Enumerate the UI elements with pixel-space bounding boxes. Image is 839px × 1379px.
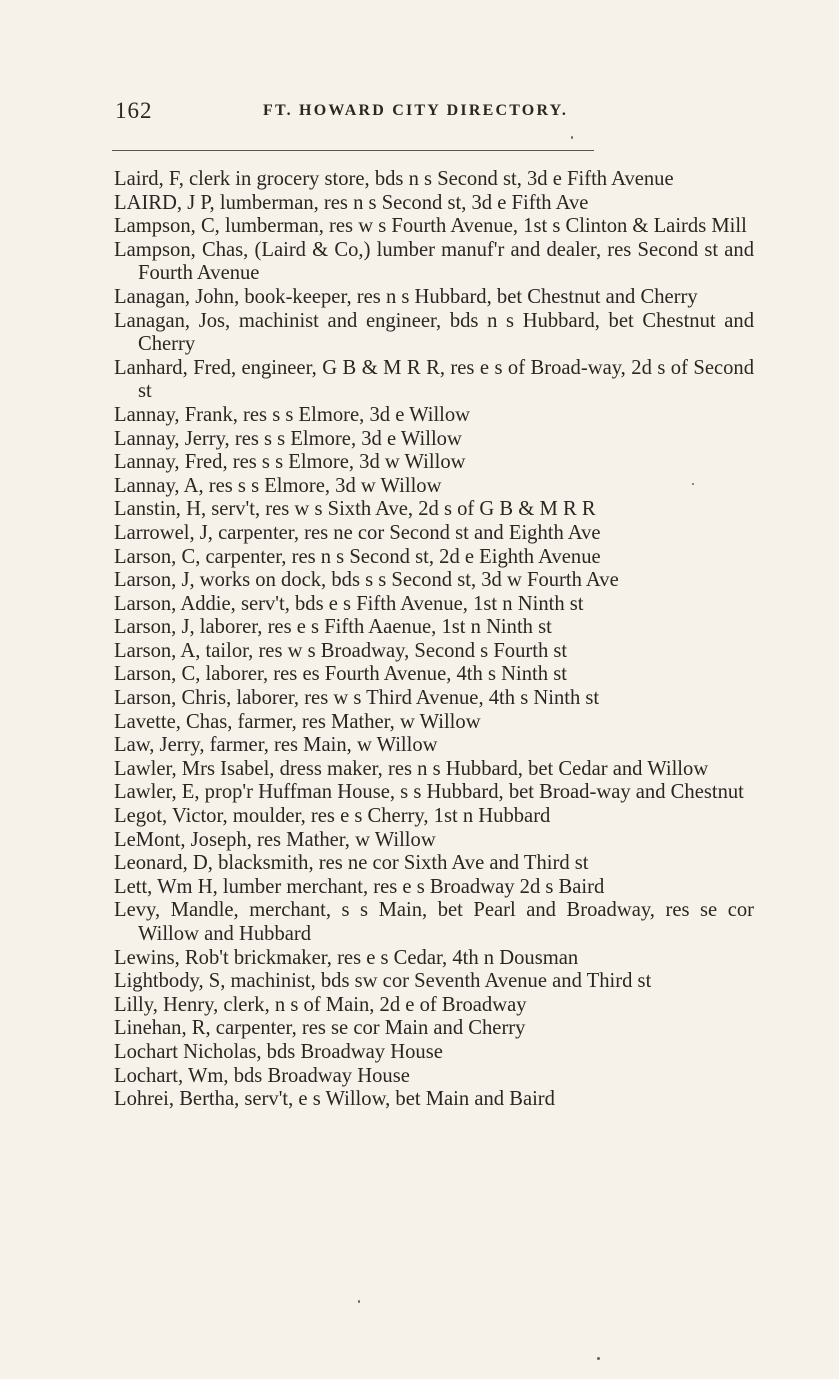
directory-entry: Larson, J, works on dock, bds s s Second st, 3d w Fourth Ave: [114, 569, 619, 592]
paper-speck: [571, 136, 573, 139]
directory-entry: Linehan, R, carpenter, res se cor Main and Cherry: [114, 1017, 526, 1040]
directory-entry: Levy, Mandle, merchant, s s Main, bet Pearl and Broadway, res se cor Willow and Hubbard: [114, 899, 754, 945]
directory-entry: Lavette, Chas, farmer, res Mather, w Willow: [114, 710, 481, 733]
directory-entry: Lawler, E, prop'r Huffman House, s s Hubbard, bet Broad-way and Chestnut: [114, 781, 744, 804]
paper-speck: [692, 483, 694, 485]
directory-entry: LAIRD, J P, lumberman, res n s Second st, 3d e Fifth Ave: [114, 191, 589, 214]
directory-entry: Lannay, A, res s s Elmore, 3d w Willow: [114, 474, 442, 497]
running-title: FT. HOWARD CITY DIRECTORY.: [263, 102, 569, 119]
directory-entry: Lannay, Jerry, res s s Elmore, 3d e Willow: [114, 427, 462, 450]
directory-entry: LeMont, Joseph, res Mather, w Willow: [114, 828, 436, 851]
directory-entry: Laird, F, clerk in grocery store, bds n s Second st, 3d e Fifth Avenue: [114, 168, 674, 190]
directory-entry: Lannay, Fred, res s s Elmore, 3d w Willow: [114, 451, 466, 474]
directory-entry: Larson, J, laborer, res e s Fifth Aaenue, 1st n Ninth st: [114, 616, 552, 639]
directory-entry: Lochart Nicholas, bds Broadway House: [114, 1040, 443, 1063]
paper-speck: [358, 1300, 360, 1303]
directory-entry: Lohrei, Bertha, serv't, e s Willow, bet Main and Baird: [114, 1088, 555, 1111]
directory-entry: Lanhard, Fred, engineer, G B & M R R, res e s of Broad-way, 2d s of Second st: [114, 356, 754, 403]
directory-entry: Larson, Addie, serv't, bds e s Fifth Avenue, 1st n Ninth st: [114, 592, 584, 615]
directory-entry: Lochart, Wm, bds Broadway House: [114, 1064, 410, 1087]
directory-entry: Lightbody, S, machinist, bds sw cor Seventh Avenue and Third st: [114, 970, 652, 993]
directory-entry: Larson, C, laborer, res es Fourth Avenue, 4th s Ninth st: [114, 663, 567, 686]
directory-entry: Lampson, Chas, (Laird & Co,) lumber manuf'r and dealer, res Second st and Fourth Avenue: [114, 238, 754, 285]
directory-entry: Lanstin, H, serv't, res w s Sixth Ave, 2d s of G B & M R R: [114, 498, 596, 521]
directory-entry: Legot, Victor, moulder, res e s Cherry, 1st n Hubbard: [114, 805, 551, 828]
directory-entry: Lett, Wm H, lumber merchant, res e s Broadway 2d s Baird: [114, 875, 605, 898]
paper-speck: [597, 1357, 600, 1360]
directory-entry: Law, Jerry, farmer, res Main, w Willow: [114, 734, 438, 757]
directory-entry: Lanagan, Jos, machinist and engineer, bds n s Hubbard, bet Chestnut and Cherry: [114, 309, 754, 356]
directory-entries: [114, 168, 754, 1112]
directory-entry: Lampson, C, lumberman, res w s Fourth Avenue, 1st s Clinton & Lairds Mill: [114, 215, 747, 238]
directory-entry: Lawler, Mrs Isabel, dress maker, res n s Hubbard, bet Cedar and Willow: [114, 757, 709, 780]
directory-entry: Lanagan, John, book-keeper, res n s Hubbard, bet Chestnut and Cherry: [114, 285, 698, 308]
header-divider: [112, 150, 594, 151]
directory-entry: Lilly, Henry, clerk, n s of Main, 2d e of Broadway: [114, 993, 527, 1016]
directory-entry: Lewins, Rob't brickmaker, res e s Cedar, 4th n Dousman: [114, 946, 579, 969]
directory-entry: Larson, C, carpenter, res n s Second st, 2d e Eighth Avenue: [114, 545, 601, 568]
directory-entry: Larrowel, J, carpenter, res ne cor Second st and Eighth Ave: [114, 521, 601, 544]
directory-entry: Larson, Chris, laborer, res w s Third Avenue, 4th s Ninth st: [114, 687, 600, 710]
page-number: 162: [115, 98, 153, 123]
directory-entry: Lannay, Frank, res s s Elmore, 3d e Willow: [114, 403, 471, 426]
directory-entry: Leonard, D, blacksmith, res ne cor Sixth Ave and Third st: [114, 852, 589, 875]
page-header: [115, 98, 615, 128]
directory-entry: Larson, A, tailor, res w s Broadway, Second s Fourth st: [114, 639, 568, 662]
